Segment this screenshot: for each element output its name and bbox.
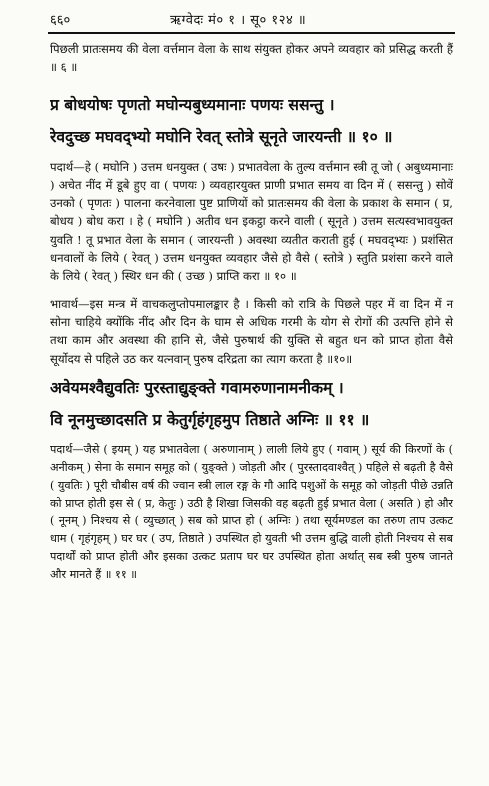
verse-9-closing-text: पिछली प्रातःसमय की वेला वर्त्तमान वेला के साथ संयुक्त होकर अपने व्यवहार को प्रसिद्ध करती हैं ॥ ६ ॥ (50, 42, 453, 75)
bhavartha-10-paragraph: भावार्थ—इस मन्त्र में वाचकलुप्तोपमालङ्कार है । किसी को रात्रि के पिछले पहर में वा दिन में न सोना चाहिये क्योंकि नींद और दिन के घाम से अधिक गरमी के योग से रोगों की उत्पत्ति होने से तथा काम और अवस्था की हानि से, जैसे पुरुषार्थ की युक्ति से बहुत धन को प्राप्त होता वैसे सूर्योदय से पहिले उठ कर यत्नवान् पुरुष दरिद्रता का त्याग करता है ॥१०॥ (50, 296, 453, 366)
mantra-10-line-2: रेवदुच्छ मघवद्भ्यो मघोनि रेवत् स्तोत्रे सूनृते जारयन्ती ॥ १० ॥ (50, 126, 393, 146)
page-content (50, 40, 453, 584)
mantra-11-line-2: वि नूनमुच्छादसति प्र केतुर्गृहंगृहमुप तिष्ठाते अग्निः ॥ ११ ॥ (50, 409, 370, 429)
page-header (50, 8, 449, 30)
mantra-10-line-1: प्र बोधयोषः पृणतो मघोन्यबुध्यमानाः पणयः ससन्तु । (50, 94, 335, 114)
mantra-11-line-1: अवेयमश्वैद्युवतिः पुरस्ताद्युङ्क्ते गवामरुणानामनीकम् । (50, 377, 344, 397)
header-rule (48, 32, 455, 34)
page-number: ६६० (50, 13, 71, 28)
padartha-11-paragraph: पदार्थ—जैसे ( इयम् ) यह प्रभातवेला ( अरुणानाम् ) लाली लिये हुए ( गवाम् ) सूर्य की किरणों के ( अनीकम् ) सेना के समान समूह को ( युङ्क्ते ) जोड़ती और ( पुरस्तादवाश्वैत् ) पहिले से बढ़ती है वैसे ( युवतिः ) पूरी चौबीस वर्ष की ज्वान स्त्री लाल रङ्ग के गौ आदि पशुओं के समूह को जोड़ती पीछे उन्नति को प्राप्त होती इस से ( प्र, केतुः ) उठी है शिखा जिसकी वह बढ़ती हुई प्रभात वेला ( असति ) हो और ( नूनम् ) निश्चय से ( व्युच्छात् ) सब को प्राप्त हो ( अग्निः ) तथा सूर्यमण्डल का तरुण ताप उत्कट धाम ( गृहंगृहम् ) घर घर ( उप, तिष्ठाते ) उपस्थित हो युवती भी उत्तम बुद्धि वाली होती निश्चय से सब पदार्थों को प्राप्त होती और इसका उत्कट प्रताप घर घर उपस्थित होता अर्थात् सब स्त्री पुरुष जानते और मानते हैं ॥ ११ ॥ (50, 442, 453, 582)
padartha-10-paragraph: पदार्थ—हे ( मघोनि ) उत्तम धनयुक्त ( उषः ) प्रभातवेला के तुल्य वर्त्तमान स्त्री तू जो ( अबुध्यमानाः ) अचेत नींद में डूबे हुए वा ( पणयः ) व्यवहारयुक्त प्राणी प्रभात समय वा दिन में ( ससन्तु ) सोवें उनको ( पृणतः ) पालना करनेवाला पुष्ट प्राणियों को प्रातःसमय की वेला के प्रकाश के समान ( प्र, बोधय ) बोध करा । हे ( मघोनि ) अतीव धन इकट्ठा करने वाली ( सूनृते ) उत्तम सत्यस्वभावयुक्त युवति ! तू प्रभात वेला के समान ( जारयन्ती ) अवस्था व्यतीत कराती हुई ( मघवद्भ्यः ) प्रशंसित धनवालों के लिये ( रेवत् ) उत्तम धनयुक्त व्यवहार जैसे हो वैसे ( स्तोत्रे ) स्तुति प्रशंसा करने वाले के लिये ( रेवत् ) स्थिर धन की ( उच्छ ) प्राप्ति करा ॥ १० ॥ (50, 159, 453, 284)
running-title: ऋग्वेदः मं० १ । सू० १२४ ॥ (170, 13, 307, 28)
